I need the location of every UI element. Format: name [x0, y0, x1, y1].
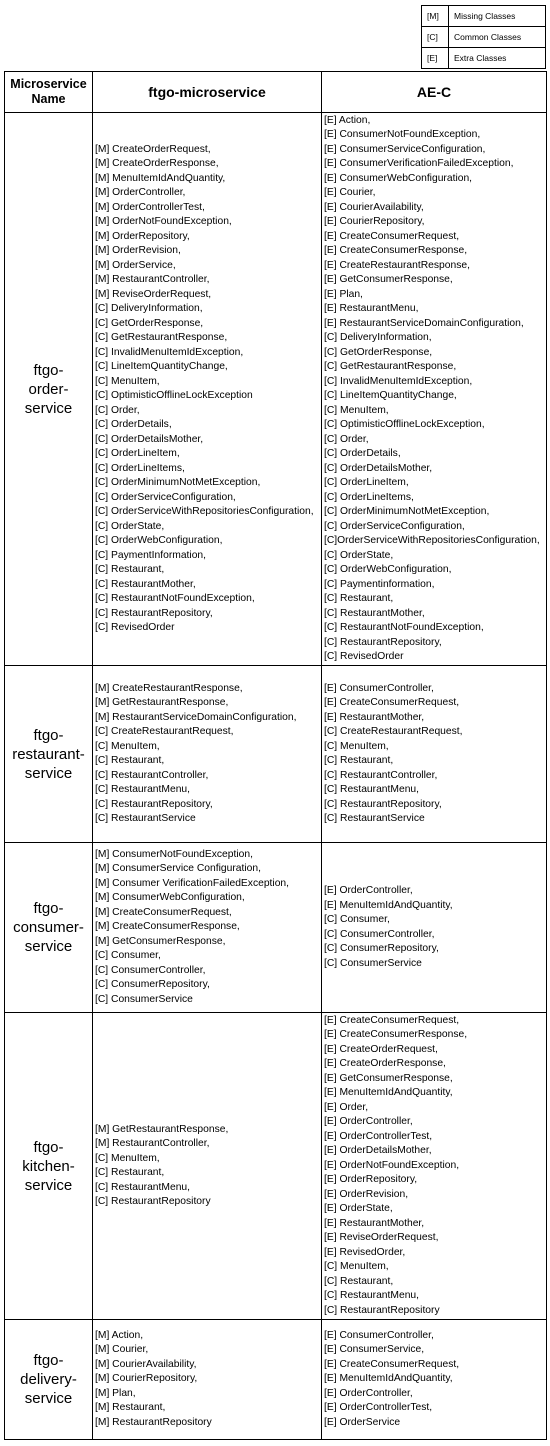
- class-entry: [C] OrderState,: [95, 520, 165, 532]
- class-entry: [C] OrderWebConfiguration,: [95, 535, 223, 546]
- class-entry: [C] OrderMinimumNotMetException,: [95, 477, 261, 488]
- class-entry: [C] ConsumerRepository,: [324, 943, 439, 954]
- class-entry: [C] OrderMinimumNotMetException,: [324, 506, 490, 517]
- legend: [421, 5, 546, 69]
- class-entry: [C] MenuItem,: [324, 1261, 389, 1273]
- service-name-text: ftgo-kitchen-service: [22, 1138, 75, 1194]
- class-entry: [E] ConsumerWebConfiguration,: [324, 172, 473, 184]
- class-entry: [C] DeliveryInformation,: [95, 303, 203, 314]
- class-entry: [E] RestaurantMother,: [324, 1217, 425, 1229]
- class-entry: [E] Plan,: [324, 288, 363, 300]
- class-entry: [C] RestaurantMenu,: [324, 1290, 420, 1302]
- class-entry: [E] RestaurantMenu,: [324, 303, 419, 314]
- class-entry: [C] Restaurant,: [95, 564, 165, 575]
- class-entry: [C] RestaurantMother,: [324, 607, 425, 619]
- class-entry: [C] OrderDetails,: [95, 419, 172, 430]
- class-entry: [M] OrderController,: [95, 187, 186, 198]
- class-entry: [C] OrderLineItems,: [95, 462, 185, 474]
- class-entry: [C] RestaurantRepository,: [95, 798, 213, 810]
- legend-label: Missing Classes: [449, 6, 546, 27]
- class-entry: [C] OrderWebConfiguration,: [324, 564, 452, 575]
- class-entry: [C] RestaurantNotFoundException,: [95, 593, 255, 604]
- class-entry: [M] OrderRepository,: [95, 230, 190, 242]
- class-entry: [C] CreateRestaurantRequest,: [324, 726, 463, 737]
- class-entry: [C] RestaurantService: [95, 813, 196, 824]
- class-entry: [C] OrderLineItem,: [95, 448, 180, 459]
- class-entry: [M] CreateConsumerResponse,: [95, 921, 240, 933]
- class-entry: [E] CreateConsumerRequest,: [324, 1358, 460, 1370]
- class-entry: [M] ReviseOrderRequest,: [95, 288, 212, 300]
- class-entry: [C] Restaurant,: [324, 1275, 394, 1287]
- class-entry: [C] RestaurantService: [324, 813, 425, 824]
- class-entry: [C] CreateRestaurantRequest,: [95, 726, 234, 737]
- class-entry: [C] Restaurant,: [95, 755, 165, 766]
- aec-class-list: [322, 843, 547, 1013]
- class-entry: [C] RevisedOrder: [324, 651, 404, 662]
- class-entry: [E] OrderDetailsMother,: [324, 1145, 432, 1157]
- class-entry: [E] CreateConsumerResponse,: [324, 245, 468, 256]
- table-row: [5, 113, 547, 666]
- class-entry: [C] ConsumerService: [324, 957, 422, 969]
- class-entry: [C] RestaurantRepository: [95, 1196, 211, 1207]
- class-entry: [C] OrderLineItems,: [324, 491, 414, 503]
- class-entry: [M] GetConsumerResponse,: [95, 935, 226, 947]
- class-entry: [E] CreateConsumerRequest,: [324, 697, 460, 708]
- class-entry: [M] RestaurantController,: [95, 274, 210, 285]
- class-entry: [C]OrderServiceWithRepositoriesConfiguration,: [324, 535, 540, 546]
- class-entry: [M] RestaurantServiceDomainConfiguration,: [95, 711, 297, 723]
- legend-label: Extra Classes: [449, 48, 546, 69]
- class-entry: [C] RestaurantMenu,: [95, 1181, 191, 1193]
- class-entry: [M] Restaurant,: [95, 1402, 166, 1414]
- class-entry: [M] CreateOrderResponse,: [95, 158, 219, 169]
- class-entry: [M] CourierRepository,: [95, 1373, 198, 1385]
- class-entry: [C] ConsumerRepository,: [95, 979, 210, 991]
- class-entry: [C] OrderDetailsMother,: [95, 433, 204, 445]
- class-entry: [M] OrderNotFoundException,: [95, 216, 232, 227]
- class-entry: [E] ConsumerController,: [324, 1329, 434, 1341]
- service-name-text: ftgo-restaurant-service: [12, 726, 85, 782]
- class-entry: [C] ConsumerController,: [324, 928, 435, 940]
- table-row: [5, 666, 547, 843]
- table-row: [5, 1320, 547, 1440]
- class-entry: [E] GetConsumerResponse,: [324, 1072, 453, 1084]
- class-entry: [C] MenuItem,: [324, 404, 389, 416]
- class-entry: [C] OrderDetailsMother,: [324, 462, 433, 474]
- class-entry: [M] ConsumerWebConfiguration,: [95, 892, 245, 904]
- class-entry: [C] InvalidMenuItemIdException,: [324, 375, 473, 387]
- class-entry: [C] ConsumerController,: [95, 964, 206, 976]
- header-row: [5, 72, 547, 113]
- class-entry: [C] GetRestaurantResponse,: [324, 361, 457, 372]
- class-entry: [E] ConsumerService,: [324, 1344, 425, 1356]
- class-entry: [M] Courier,: [95, 1344, 149, 1356]
- class-entry: [C] LineItemQuantityChange,: [324, 390, 457, 401]
- class-entry: [C] InvalidMenuItemIdException,: [95, 346, 244, 358]
- legend-code: [C]: [422, 27, 449, 48]
- class-entry: [C] MenuItem,: [324, 740, 389, 752]
- class-entry: [E] OrderNotFoundException,: [324, 1159, 460, 1171]
- class-entry: [E] OrderController,: [324, 1387, 413, 1399]
- ftgo-class-list: [93, 843, 322, 1013]
- class-entry: [C] OrderDetails,: [324, 448, 401, 459]
- class-entry: [E] CreateRestaurantResponse,: [324, 259, 470, 271]
- class-entry: [C] RestaurantMother,: [95, 578, 196, 590]
- class-entry: [E] OrderService: [324, 1416, 401, 1428]
- service-name-text: ftgo-order-service: [24, 361, 73, 417]
- class-entry: [E] RevisedOrder,: [324, 1246, 406, 1258]
- class-entry: [C] Restaurant,: [324, 755, 394, 766]
- class-entry: [E] OrderControllerTest,: [324, 1402, 433, 1414]
- aec-class-list: [322, 1320, 547, 1440]
- class-entry: [C] RestaurantRepository,: [95, 607, 213, 619]
- service-name-text: ftgo-delivery-service: [20, 1352, 77, 1407]
- class-entry: [E] ConsumerVerificationFailedException,: [324, 158, 514, 169]
- class-entry: [M] GetRestaurantResponse,: [95, 697, 229, 708]
- class-entry: [E] ConsumerNotFoundException,: [324, 129, 481, 140]
- class-entry: [C] OrderServiceConfiguration,: [95, 491, 236, 503]
- class-entry: [C] LineItemQuantityChange,: [95, 361, 228, 372]
- class-entry: [C] RestaurantController,: [324, 769, 438, 781]
- aec-class-list: [322, 113, 547, 666]
- class-entry: [C] MenuItem,: [95, 375, 160, 387]
- aec-class-list: [322, 1013, 547, 1320]
- class-entry: [C] OrderState,: [324, 549, 394, 561]
- class-entry: [C] OptimisticOfflineLockException: [95, 390, 253, 401]
- class-entry: [E] ConsumerController,: [324, 682, 434, 694]
- class-entry: [E] OrderController,: [324, 885, 413, 896]
- class-entry: [M] Consumer VerificationFailedException,: [95, 877, 290, 889]
- class-entry: [C] Paymentinformation,: [324, 578, 435, 590]
- class-entry: [C] RestaurantMenu,: [95, 784, 191, 795]
- class-entry: [C] RestaurantMenu,: [324, 784, 420, 795]
- service-name-text: ftgo-consumer-service: [13, 900, 84, 955]
- table-row: [5, 1013, 547, 1320]
- class-entry: [C] RestaurantController,: [95, 769, 209, 781]
- class-entry: [E] MenuItemIdAndQuantity,: [324, 1373, 453, 1385]
- legend-code: [E]: [422, 48, 449, 69]
- class-entry: [M] CreateRestaurantResponse,: [95, 682, 243, 694]
- class-entry: [E] MenuItemIdAndQuantity,: [324, 899, 453, 911]
- class-entry: [M] OrderRevision,: [95, 245, 181, 256]
- class-entry: [M] RestaurantRepository: [95, 1416, 212, 1428]
- ftgo-class-list: [93, 666, 322, 843]
- class-entry: [E] ReviseOrderRequest,: [324, 1232, 439, 1244]
- class-entry: [M] RestaurantController,: [95, 1138, 210, 1149]
- class-entry: [C] PaymentInformation,: [95, 549, 207, 561]
- table-row: [5, 843, 547, 1013]
- class-entry: [E] OrderController,: [324, 1116, 413, 1128]
- class-entry: [C] RestaurantRepository,: [324, 636, 442, 648]
- class-entry: [M] ConsumerNotFoundException,: [95, 848, 253, 860]
- ftgo-class-list: [93, 1013, 322, 1320]
- class-entry: [M] OrderControllerTest,: [95, 201, 205, 213]
- class-entry: [E] OrderRepository,: [324, 1174, 418, 1186]
- class-entry: [M] GetRestaurantResponse,: [95, 1123, 229, 1135]
- class-entry: [C] Restaurant,: [95, 1167, 165, 1178]
- class-entry: [E] CreateConsumerRequest,: [324, 1014, 460, 1026]
- class-entry: [C] RestaurantRepository,: [324, 798, 442, 810]
- class-entry: [C] Order,: [95, 404, 140, 416]
- class-entry: [E] GetConsumerResponse,: [324, 274, 453, 285]
- class-entry: [M] CreateOrderRequest,: [95, 143, 211, 155]
- class-entry: [C] ConsumerService: [95, 993, 193, 1005]
- class-entry: [M] CourierAvailability,: [95, 1358, 197, 1370]
- class-entry: [E] ConsumerServiceConfiguration,: [324, 143, 486, 155]
- class-entry: [M] MenuItemIdAndQuantity,: [95, 172, 226, 184]
- class-entry: [E] CreateOrderResponse,: [324, 1058, 446, 1070]
- class-entry: [E] OrderControllerTest,: [324, 1130, 433, 1142]
- aec-class-list: [322, 666, 547, 843]
- ftgo-class-list: [93, 1320, 322, 1440]
- class-entry: [E] CourierAvailability,: [324, 201, 424, 213]
- class-entry: [E] CreateConsumerRequest,: [324, 230, 460, 242]
- class-entry: [C] OrderServiceConfiguration,: [324, 520, 465, 532]
- class-entry: [E] RestaurantMother,: [324, 711, 425, 723]
- class-entry: [E] Action,: [324, 114, 371, 126]
- class-entry: [E] RestaurantServiceDomainConfiguration,: [324, 317, 524, 329]
- class-entry: [E] Order,: [324, 1101, 369, 1113]
- class-entry: [C] OrderServiceWithRepositoriesConfiguration,: [95, 506, 314, 517]
- class-entry: [C] RestaurantNotFoundException,: [324, 622, 484, 633]
- class-entry: [C] OrderLineItem,: [324, 477, 409, 488]
- class-entry: [M] OrderService,: [95, 259, 176, 271]
- class-entry: [M] Plan,: [95, 1387, 136, 1399]
- service-name: [5, 666, 93, 843]
- class-entry: [C] Order,: [324, 433, 369, 445]
- service-name: [5, 1320, 93, 1440]
- class-entry: [C] MenuItem,: [95, 740, 160, 752]
- header-ftgo-microservice: ftgo-microservice: [93, 72, 322, 113]
- ftgo-class-list: [93, 113, 322, 666]
- comparison-table: [4, 71, 547, 1440]
- service-name: [5, 113, 93, 666]
- class-entry: [C] GetOrderResponse,: [95, 317, 204, 329]
- legend-label: Common Classes: [449, 27, 546, 48]
- class-entry: [C] Restaurant,: [324, 593, 394, 604]
- class-entry: [C] RestaurantRepository: [324, 1304, 440, 1316]
- class-entry: [M] ConsumerService Configuration,: [95, 863, 261, 875]
- class-entry: [C] GetOrderResponse,: [324, 346, 433, 358]
- legend-row-common: [422, 27, 546, 48]
- class-entry: [C] MenuItem,: [95, 1152, 160, 1164]
- class-entry: [C] RevisedOrder: [95, 622, 175, 633]
- class-entry: [E] Courier,: [324, 187, 376, 198]
- class-entry: [E] OrderState,: [324, 1203, 393, 1215]
- class-entry: [E] CreateConsumerResponse,: [324, 1029, 468, 1041]
- class-entry: [C] Consumer,: [324, 914, 390, 925]
- class-entry: [M] CreateConsumerRequest,: [95, 906, 232, 918]
- class-entry: [E] CourierRepository,: [324, 216, 425, 227]
- header-microservice-name: Microservice Name: [5, 72, 93, 113]
- class-entry: [C] DeliveryInformation,: [324, 332, 432, 343]
- legend-row-missing: [422, 6, 546, 27]
- class-entry: [C] Consumer,: [95, 950, 161, 962]
- class-entry: [E] MenuItemIdAndQuantity,: [324, 1087, 453, 1099]
- class-entry: [M] Action,: [95, 1329, 144, 1341]
- class-entry: [E] CreateOrderRequest,: [324, 1043, 438, 1055]
- service-name: [5, 843, 93, 1013]
- legend-code: [M]: [422, 6, 449, 27]
- class-entry: [E] OrderRevision,: [324, 1188, 409, 1200]
- class-entry: [C] GetRestaurantResponse,: [95, 332, 228, 343]
- header-ae-c: AE-C: [322, 72, 547, 113]
- service-name: [5, 1013, 93, 1320]
- class-entry: [C] OptimisticOfflineLockException,: [324, 419, 485, 430]
- legend-row-extra: [422, 48, 546, 69]
